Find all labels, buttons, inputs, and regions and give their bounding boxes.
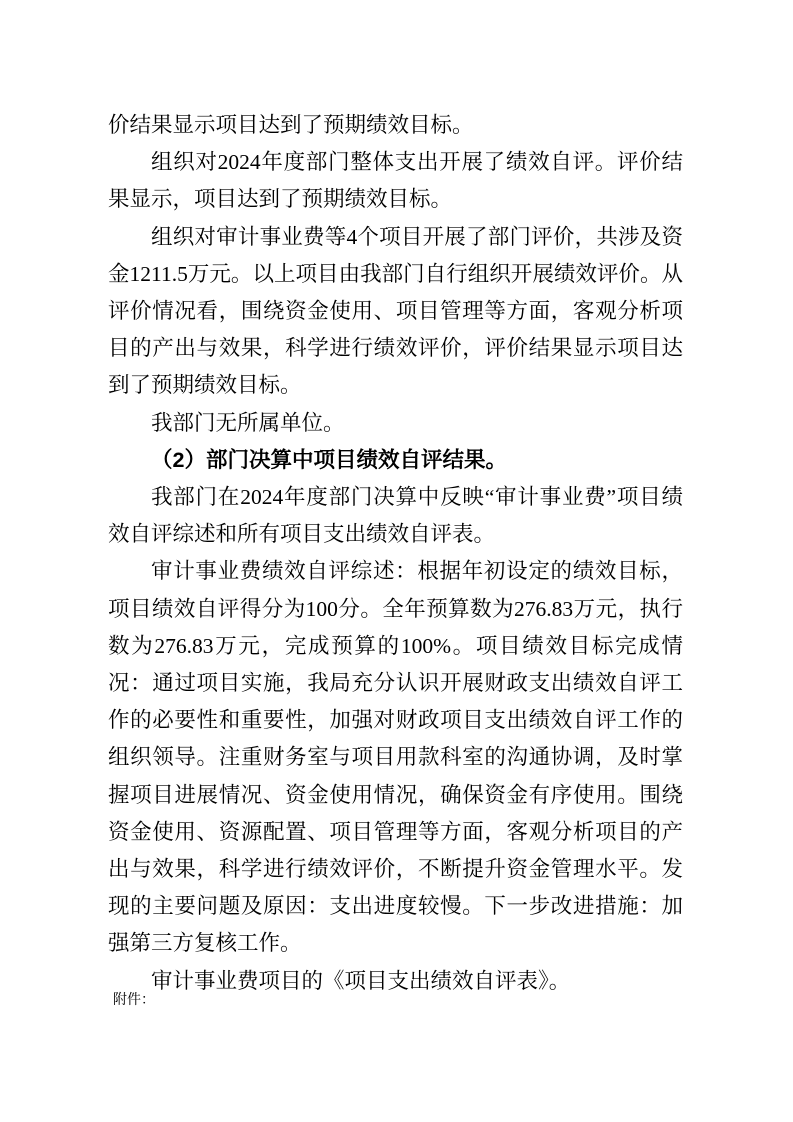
attachment-label: 附件： bbox=[113, 993, 155, 1008]
paragraph-no-subordinate-units: 我部门无所属单位。 bbox=[151, 410, 345, 435]
paragraph-self-evaluation-table-reference: 审计事业费项目的《项目支出绩效自评表》。 bbox=[151, 968, 571, 993]
paragraph-continuation: 价结果显示项目达到了预期绩效目标。 bbox=[108, 113, 474, 137]
paragraph-department-evaluation: 组织对审计事业费等4个项目开展了部门评价，共涉及资金1211.5万元。以上项目由我部门自行组织开展绩效评价。从评价情况看，围绕资金使用、项目管理等方面，客观分析项目的产出与效果，科学进行绩效评价，评价结果显示项目达到了预期绩效目标。 bbox=[108, 224, 683, 398]
paragraph-audit-fund-self-evaluation-summary: 审计事业费绩效自评综述：根据年初设定的绩效目标，项目绩效自评得分为100分。全年预算数为276.83万元，执行数为276.83万元，完成预算的100%。项目绩效目标完成情况：通过项目实施，我局充分认识开展财政支出绩效自评工作的必要性和重要性，加强对财政项目支出绩效自评工作的组织领导。注重财务室与项目用款科室的沟通协调，及时掌握项目进展情况、资金使用情况，确保资金有序使用。围绕资金使用、资源配置、项目管理等方面，客观分析项目的产出与效果，科学进行绩效评价，不断提升资金管理水平。发现的主要问题及原因：支出进度较慢。下一步改进措施：加强第三方复核工作。 bbox=[108, 559, 683, 956]
paragraph-overall-self-evaluation: 组织对2024年度部门整体支出开展了绩效自评。评价结果显示，项目达到了预期绩效目标。 bbox=[108, 150, 683, 212]
paragraph-final-accounts-reflection: 我部门在2024年度部门决算中反映“审计事业费”项目绩效自评综述和所有项目支出绩效自评表。 bbox=[108, 485, 683, 547]
section-heading: （2）部门决算中项目绩效自评结果。 bbox=[151, 447, 507, 472]
document-body bbox=[108, 107, 683, 1000]
